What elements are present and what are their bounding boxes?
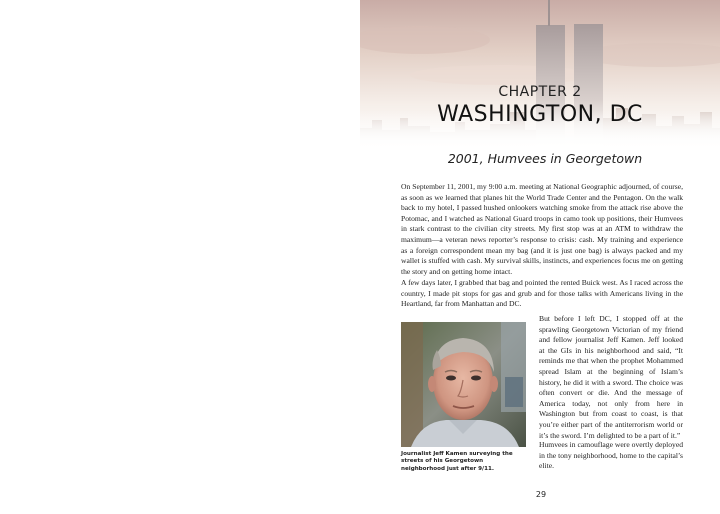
skyline-header-art: [360, 0, 720, 150]
section-subtitle-text: 2001, Humvees in Georgetown: [447, 151, 643, 166]
body-paragraph-1: On September 11, 2001, my 9:00 a.m. meeting at National Geographic adjourned, of course, as soon as we learned that planes hit the World Trade Center and the Pentagon. On the walk back to my hotel, I passed hushed onlookers watching smoke from the attack rise above the Potomac, and I watched as National Guard troops in camo took up positions, their Humvees in stark contrast to the civilian city streets. My first stop was at an ATM to withdraw the maximum—a veteran news reporter’s response to crisis: cash. My training and experience as a foreign correspondent mean my bag (and it is just one bag) is always packed and my wallet is stuffed with cash. My survival skills, instincts, and experiences focus me on getting the story and on getting home intact.: [401, 182, 683, 276]
chapter-title: WASHINGTON, DC: [437, 102, 643, 127]
page-number: [360, 490, 720, 499]
body-paragraph-4: Humvees in camouflage were overtly deployed in the tony neighborhood, home to the capital’s elite.: [539, 440, 683, 471]
body-paragraph-2: A few days later, I grabbed that bag and pointed the rented Buick west. As I raced across the country, I made pit stops for gas and grub and for those talks with Americans living in the Heartland, far from Manhattan and DC.: [401, 278, 683, 309]
portrait-image: [401, 322, 526, 447]
body-paragraph-3: But before I left DC, I stopped off at the sprawling Georgetown Victorian of my friend and fellow journalist Jeff Kamen. Jeff looked at the GIs in his neighborhood and said, “It reminds me that when the prophet Mohammed spread Islam at the beginning of Islam’s history, he did it with a sword. The choice was often convert or die. And the message of America today, not only from here in Washington but from coast to coast, is that you’re either part of the antiterrorism world or it’s the sword. I’m delighted to be a part of it.”: [539, 314, 683, 440]
chapter-label: CHAPTER 2: [498, 84, 582, 100]
right-page: [360, 0, 720, 514]
photo-caption: Journalist Jeff Kamen surveying the streets of his Georgetown neighborhood just after 9/11.: [401, 451, 513, 472]
section-subtitle: [360, 151, 720, 166]
page-number-text: 29: [535, 490, 547, 499]
portrait-photo: [401, 322, 526, 447]
